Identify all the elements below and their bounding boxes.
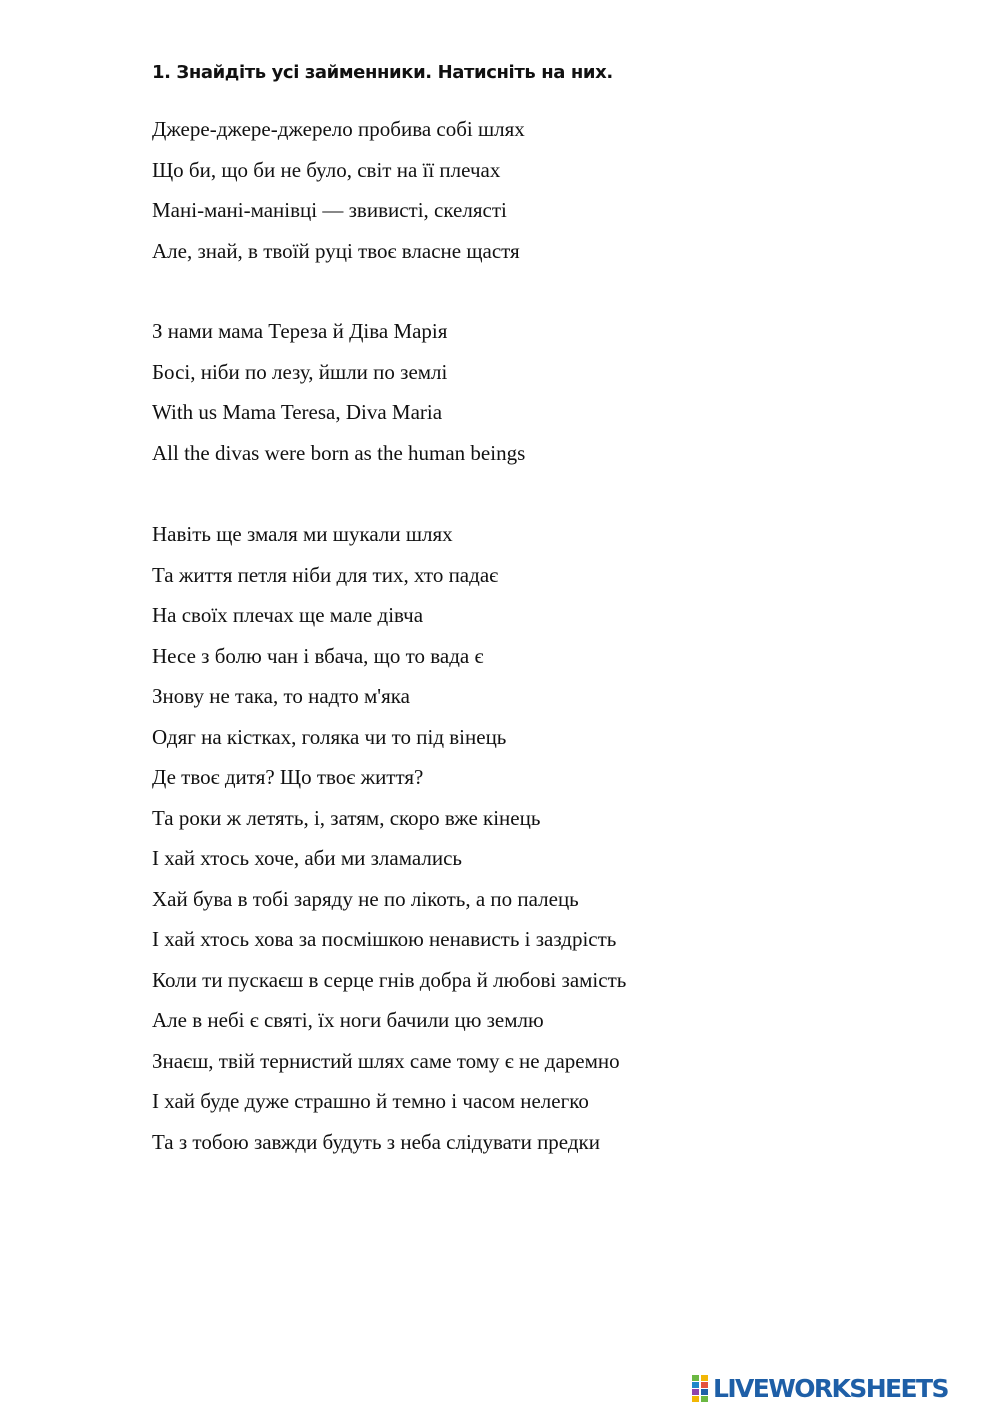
lyric-line: І хай хтось хоче, аби ми зламались [152,846,462,870]
logo-block [701,1389,708,1395]
lyric-line: Коли ти пускаєш в серце гнів добра й любові замість [152,967,627,992]
lyric-line: Навіть ще змаля ми шукали шлях [152,522,453,546]
lyric-line: Хай бува в тобі заряду не по лікоть, а по палець [152,886,579,911]
lyric-line: Та з тобою завжди будуть з неба слідувати предки [152,1129,600,1154]
logo-block [701,1382,708,1388]
lyric-line: Несе з болю чан і вбача, що то вада є [152,643,484,668]
lyric-line: Та життя петля ніби для тих, хто падає [152,562,499,587]
lyric-line: Босі, ніби по лезу, йшли по землі [152,359,448,384]
logo-block [692,1396,699,1402]
logo-block [692,1375,699,1381]
lyric-line: Мані-мані-манівці — звивисті, скелясті [152,198,507,222]
lyric-line: All the divas were born as the human beings [152,440,526,465]
lyric-line: З нами мама Тереза й Діва Марія [152,319,448,343]
lyric-line: Знаєш, твій тернистий шлях саме тому є не даремно [152,1048,620,1073]
lyric-line: І хай хтось хова за посмішкою ненависть і заздрість [152,927,617,951]
lyric-line: Одяг на кістках, голяка чи то під вінець [152,724,507,749]
lyric-line: Де твоє дитя? Що твоє життя? [152,765,424,789]
lyric-line: Але в небі є святі, їх ноги бачили цю землю [152,1008,544,1032]
logo-block [701,1396,708,1402]
lyric-line: Знову не така, то надто м'яка [152,684,410,708]
lyric-line: Але, знай, в твоїй руці твоє власне щастя [152,238,520,263]
lyric-line: With us Mama Teresa, Diva Maria [152,400,443,424]
task-title: 1. Знайдіть усі займенники. Натисніть на них. [152,62,613,83]
logo-block [692,1389,699,1395]
lyric-line: І хай буде дуже страшно й темно і часом нелегко [152,1089,589,1113]
lyric-line: Та роки ж летять, і, затям, скоро вже кінець [152,805,541,830]
stanza-1 [152,109,525,271]
lyric-line: Джере-джере-джерело пробива собі шлях [152,117,525,141]
stanza-2 [152,311,525,473]
liveworksheets-logo-icon [692,1375,710,1403]
lyric-line: На своїх плечах ще мале дівча [152,603,424,627]
logo-block [692,1382,699,1388]
liveworksheets-logo [692,1373,948,1405]
stanza-3 [152,514,626,1162]
brand-name: LIVEWORKSHEETS [713,1374,948,1403]
lyric-line: Що би, що би не було, світ на її плечах [152,157,501,182]
logo-block [701,1375,708,1381]
